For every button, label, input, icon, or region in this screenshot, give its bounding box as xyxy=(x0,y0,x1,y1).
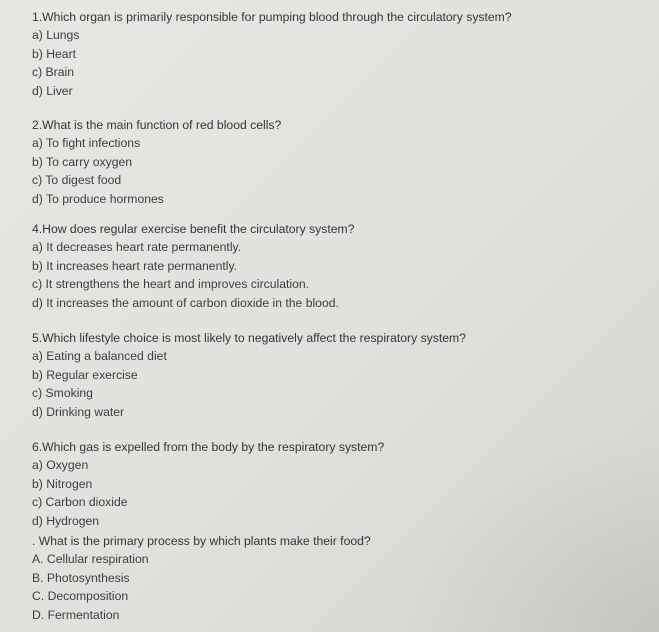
question-block-2 xyxy=(32,116,652,208)
question-block-6 xyxy=(32,438,652,530)
question-5-text: 5.Which lifestyle choice is most likely to negatively affect the respiratory system? xyxy=(32,331,466,345)
question-6-option-c: c) Carbon dioxide xyxy=(32,495,128,510)
question-2-text: 2.What is the main function of red blood cells? xyxy=(32,118,282,132)
question-4-option-a: a) It decreases heart rate permanently. xyxy=(32,240,242,254)
question-6-text: 6.Which gas is expelled from the body by the respiratory system? xyxy=(32,440,385,454)
question-7-option-a: A. Cellular respiration xyxy=(32,552,149,566)
question-6-option-d: d) Hydrogen xyxy=(32,513,100,528)
question-1-option-a: a) Lungs xyxy=(32,28,80,42)
question-7-text: . What is the primary process by which plants make their food? xyxy=(32,534,371,548)
question-5-option-b: b) Regular exercise xyxy=(32,367,138,382)
question-1-option-b: b) Heart xyxy=(32,46,77,61)
question-5-option-d: d) Drinking water xyxy=(32,404,125,419)
question-2-option-b: b) To carry oxygen xyxy=(32,154,133,169)
question-4-option-d: d) It increases the amount of carbon dioxide in the blood. xyxy=(32,295,339,310)
question-1-text: 1.Which organ is primarily responsible for pumping blood through the circulatory system? xyxy=(32,10,512,24)
question-6-option-b: b) Nitrogen xyxy=(32,476,93,491)
question-6-option-a: a) Oxygen xyxy=(32,458,89,472)
question-5-option-c: c) Smoking xyxy=(32,386,93,401)
question-7-option-b: B. Photosynthesis xyxy=(32,570,130,585)
question-2-option-a: a) To fight infections xyxy=(32,136,141,150)
question-5-option-a: a) Eating a balanced diet xyxy=(32,349,167,363)
question-7-option-c: C. Decomposition xyxy=(32,589,129,604)
question-block-4 xyxy=(32,220,652,312)
question-7-option-d: D. Fermentation xyxy=(32,607,120,622)
question-4-option-b: b) It increases heart rate permanently. xyxy=(32,258,238,273)
question-block-1 xyxy=(32,8,652,100)
question-1-option-d: d) Liver xyxy=(32,83,73,98)
question-2-option-c: c) To digest food xyxy=(32,173,122,188)
question-block-5 xyxy=(32,329,652,421)
question-4-text: 4.How does regular exercise benefit the circulatory system? xyxy=(32,222,355,236)
question-block-7 xyxy=(32,532,652,624)
question-2-option-d: d) To produce hormones xyxy=(32,191,164,206)
question-4-option-c: c) It strengthens the heart and improves circulation. xyxy=(32,277,310,292)
question-1-option-c: c) Brain xyxy=(32,65,74,80)
